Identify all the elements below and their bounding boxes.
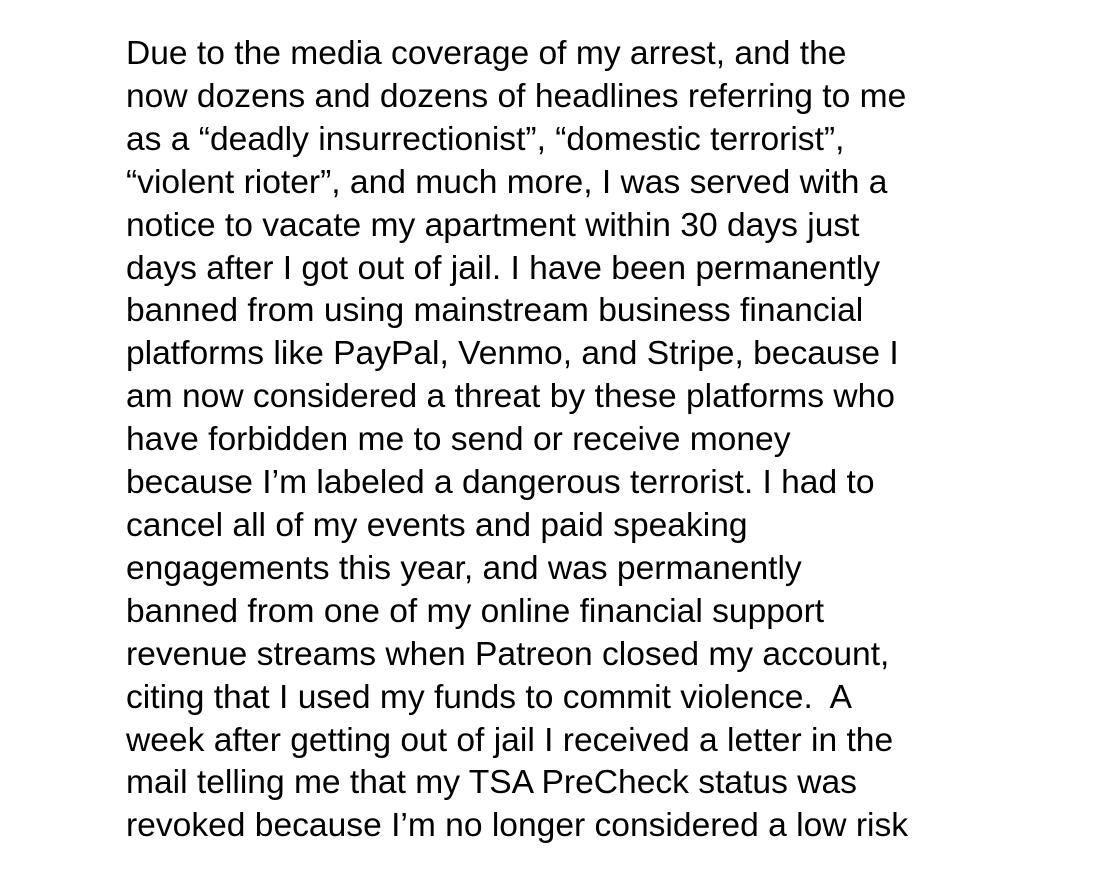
text-line: citing that I used my funds to commit violence. A bbox=[126, 678, 852, 716]
text-line: days after I got out of jail. I have been permanently bbox=[126, 249, 881, 287]
text-line: notice to vacate my apartment within 30 days just bbox=[126, 206, 860, 244]
text-line: engagements this year, and was permanently bbox=[126, 549, 802, 587]
text-line: now dozens and dozens of headlines referring to me bbox=[126, 77, 907, 115]
text-line: banned from one of my online financial support bbox=[126, 592, 825, 630]
text-line: “violent rioter”, and much more, I was served with a bbox=[126, 163, 888, 201]
text-line: cancel all of my events and paid speaking bbox=[126, 506, 748, 544]
text-line: platforms like PayPal, Venmo, and Stripe, because I bbox=[126, 335, 899, 373]
text-line: Due to the media coverage of my arrest, and the bbox=[126, 35, 847, 72]
text-line: have forbidden me to send or receive money bbox=[126, 421, 791, 459]
text-line: banned from using mainstream business financial bbox=[126, 292, 864, 330]
text-line: revoked because I’m no longer considered a low risk bbox=[126, 807, 909, 845]
text-line: because I’m labeled a dangerous terrorist. I had to bbox=[126, 464, 875, 502]
text-line: week after getting out of jail I received a letter in the bbox=[126, 721, 894, 759]
text-line: mail telling me that my TSA PreCheck status was bbox=[126, 764, 857, 802]
document-body bbox=[126, 33, 908, 848]
text-line: revenue streams when Patreon closed my account, bbox=[126, 635, 890, 673]
text-line: am now considered a threat by these platforms who bbox=[126, 378, 895, 416]
text-line: as a “deadly insurrectionist”, “domestic terrorist”, bbox=[126, 120, 845, 158]
